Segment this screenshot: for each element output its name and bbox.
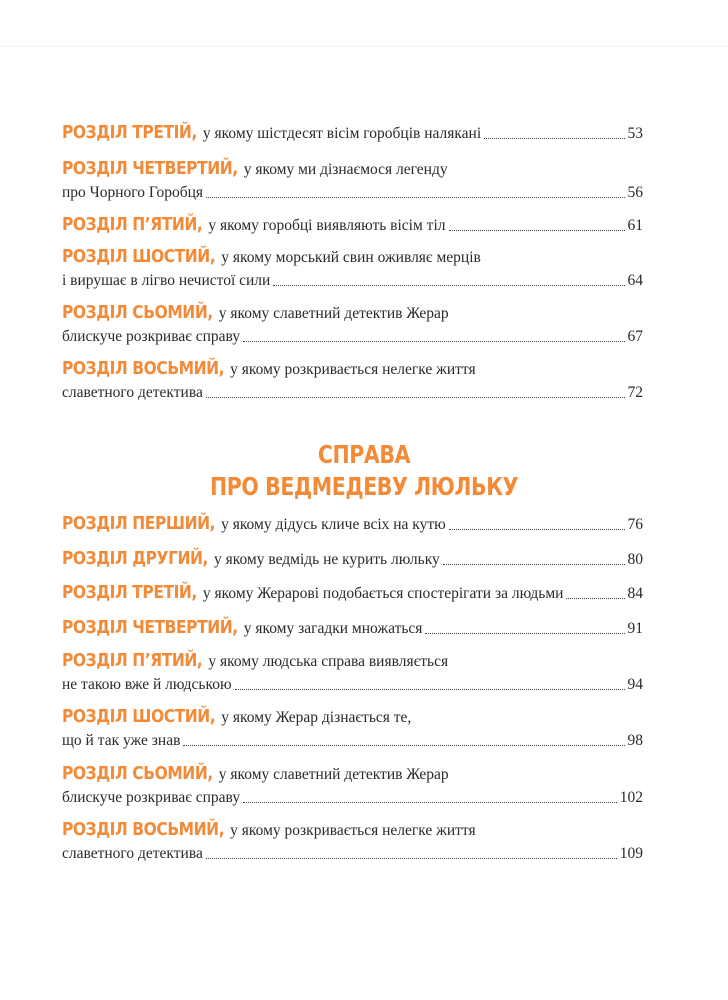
chapter-label-wrap [62,549,214,570]
dot-leader [443,564,625,565]
toc-entry-continuation[interactable] [62,323,643,347]
chapter-subtitle: у якому розкривається нелегке життя [230,361,476,378]
toc-entry[interactable] [62,212,643,236]
page-number: 102 [619,789,643,806]
chapter-label-wrap [62,303,219,324]
page-number: 67 [627,328,643,345]
dot-leader [206,397,625,398]
chapter-label: РОЗДІЛ ЧЕТВЕРТИЙ, [62,158,238,179]
page-number: 94 [627,676,643,693]
page-number: 61 [627,217,643,234]
chapter-subtitle-cont: не такою вже й людською [62,676,232,693]
chapter-label: РОЗДІЛ ТРЕТІЙ, [62,582,197,603]
chapter-label: РОЗДІЛ ШОСТИЙ, [62,246,216,267]
toc-entry-continuation[interactable] [62,784,643,808]
chapter-subtitle: у якому Жерар дізнається те, [221,709,412,726]
toc-entry[interactable] [62,580,643,604]
toc-entry[interactable] [62,704,643,728]
toc-entry[interactable] [62,817,643,841]
chapter-subtitle: у якому Жерарові подобається спостерігати за людьми [202,585,564,602]
toc-entry-continuation[interactable] [62,840,643,864]
dot-leader [449,230,625,231]
dot-leader [235,689,625,690]
chapter-label-wrap [62,359,230,380]
chapter-subtitle: у якому славетний детектив Жерар [218,305,449,322]
chapter-subtitle-cont: блискуче розкриває справу [62,789,241,806]
chapter-label-wrap [62,514,221,535]
page-number: 53 [627,125,643,142]
chapter-subtitle-cont: що й так уже знав [62,732,181,749]
page-number: 64 [627,272,643,289]
chapter-subtitle: у якому розкривається нелегке життя [230,822,476,839]
chapter-label-wrap [62,583,203,604]
toc-entry[interactable] [62,120,643,144]
chapter-subtitle: у якому людська справа виявляється [208,653,449,670]
dot-leader [206,858,617,859]
dot-leader [425,633,624,634]
toc-entry-continuation[interactable] [62,379,643,403]
page-number: 56 [627,184,643,201]
dot-leader [206,197,624,198]
chapter-label: РОЗДІЛ ПЕРШИЙ, [62,513,216,534]
chapter-label-wrap [62,123,203,144]
chapter-label: РОЗДІЛ ДРУГИЙ, [62,548,208,569]
dot-leader [243,802,617,803]
toc-entry[interactable] [62,511,643,535]
chapter-subtitle: у якому загадки множаться [243,620,423,637]
toc-entry-continuation[interactable] [62,671,643,695]
dot-leader [566,598,624,599]
chapter-label-wrap [62,707,221,728]
chapter-label: РОЗДІЛ СЬОМИЙ, [62,302,213,323]
chapter-label: РОЗДІЛ П’ЯТИЙ, [62,650,203,671]
dot-leader [243,341,624,342]
page-number: 109 [619,845,643,862]
chapter-label-wrap [62,618,244,639]
toc-entry-continuation[interactable] [62,267,643,291]
chapter-label: РОЗДІЛ ШОСТИЙ, [62,706,216,727]
toc-entry[interactable] [62,615,643,639]
chapter-label: РОЗДІЛ П’ЯТИЙ, [62,214,203,235]
toc-entry[interactable] [62,648,643,672]
toc-entry[interactable] [62,244,643,268]
dot-leader [183,745,624,746]
chapter-subtitle-cont: і вирушає в лігво нечистої сили [62,272,271,289]
page-number: 72 [627,384,643,401]
page-top-divider [0,46,728,47]
chapter-label: РОЗДІЛ ВОСЬМИЙ, [62,358,225,379]
chapter-subtitle-cont: славетного детектива [62,845,203,862]
page-number: 80 [627,551,643,568]
toc-entry-continuation[interactable] [62,727,643,751]
toc-entry[interactable] [62,356,643,380]
toc-entry[interactable] [62,156,643,180]
chapter-label: РОЗДІЛ ВОСЬМИЙ, [62,819,225,840]
chapter-subtitle: у якому ми дізнаємося легенду [243,161,448,178]
dot-leader [449,529,625,530]
page-number: 98 [627,732,643,749]
chapter-subtitle-cont: славетного детектива [62,384,203,401]
chapter-subtitle: у якому шістдесят вісім горобців налякані [202,125,482,142]
chapter-subtitle: у якому горобці виявляють вісім тіл [208,217,446,234]
toc-entry[interactable] [62,761,643,785]
chapter-subtitle: у якому славетний детектив Жерар [218,766,449,783]
chapter-subtitle: у якому ведмідь не курить люльку [213,551,440,568]
page-number: 91 [627,620,643,637]
chapter-subtitle-cont: про Чорного Горобця [62,184,204,201]
section-title-line1: СПРАВА [317,440,411,469]
section-title-line2: ПРО ВЕДМЕДЕВУ ЛЮЛЬКУ [210,472,518,501]
dot-leader [484,138,624,139]
page-number: 84 [627,585,643,602]
chapter-label-wrap [62,820,230,841]
chapter-subtitle-cont: блискуче розкриває справу [62,328,241,345]
chapter-subtitle: у якому морський свин оживляє мерців [221,249,481,266]
dot-leader [273,285,624,286]
chapter-label-wrap [62,247,221,268]
page-number: 76 [627,516,643,533]
chapter-subtitle: у якому дідусь кличе всіх на кутю [221,516,446,533]
chapter-label-wrap [62,159,244,180]
toc-entry-continuation[interactable] [62,179,643,203]
chapter-label-wrap [62,215,208,236]
chapter-label: РОЗДІЛ СЬОМИЙ, [62,763,213,784]
toc-entry[interactable] [62,546,643,570]
chapter-label-wrap [62,764,219,785]
chapter-label: РОЗДІЛ ТРЕТІЙ, [62,122,197,143]
toc-entry[interactable] [62,300,643,324]
chapter-label: РОЗДІЛ ЧЕТВЕРТИЙ, [62,617,238,638]
chapter-label-wrap [62,651,208,672]
